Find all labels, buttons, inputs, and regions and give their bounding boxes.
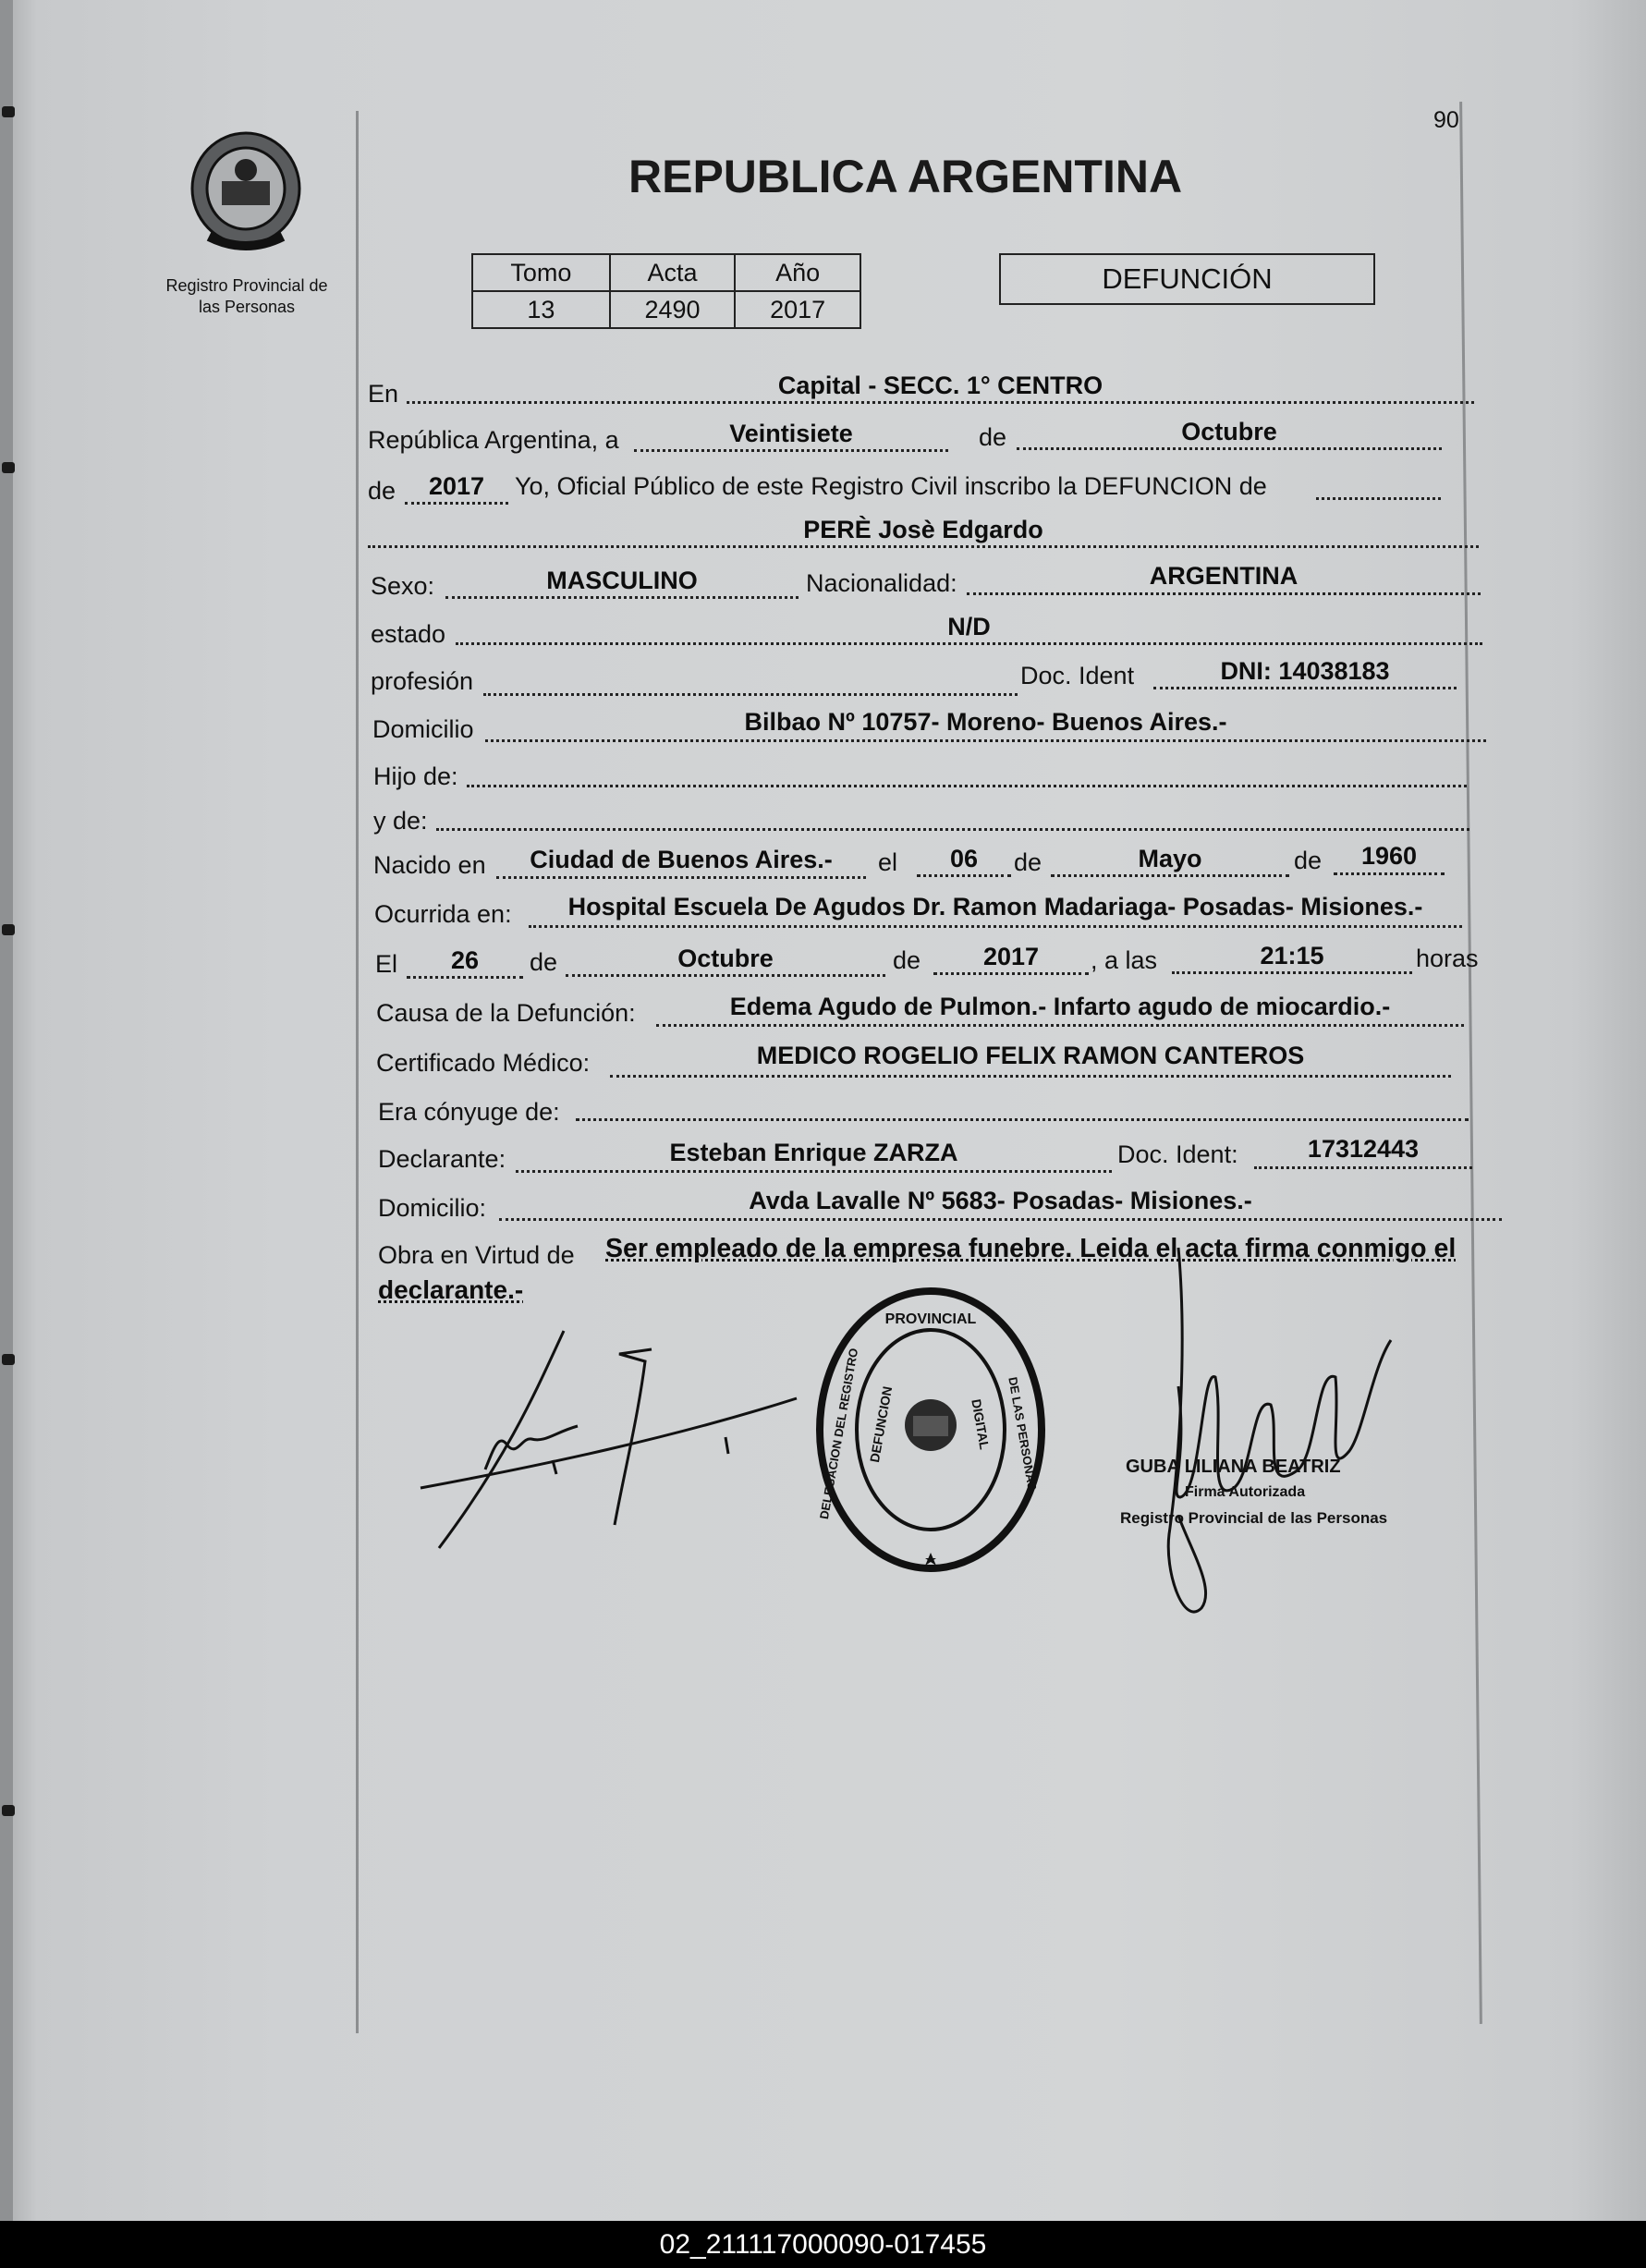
acta-header: Acta	[610, 254, 736, 291]
dotted-line	[917, 874, 1011, 877]
nac-anio-value: 1960	[1360, 842, 1418, 870]
de-label: de	[1294, 847, 1323, 874]
svg-text:DE LAS PERSONAS: DE LAS PERSONAS	[1006, 1375, 1040, 1492]
dotted-line	[1254, 1166, 1472, 1169]
hijo-label: Hijo de:	[373, 762, 458, 790]
de-label: de	[368, 477, 396, 505]
dotted-line	[405, 502, 508, 505]
dotted-line	[499, 1218, 1502, 1221]
dotted-line	[1316, 497, 1441, 500]
doc-value: DNI: 14038183	[1220, 657, 1390, 685]
republica-label: República Argentina, a	[368, 426, 619, 454]
dotted-line	[1051, 874, 1289, 877]
dotted-line	[1172, 971, 1412, 974]
causa-value: Edema Agudo de Pulmon.- Infarto agudo de miocardio.-	[729, 993, 1391, 1020]
dotted-line	[529, 925, 1462, 928]
provincial-seal-icon	[181, 126, 311, 255]
dotted-line	[967, 592, 1481, 595]
signer-office: Registro Provincial de las Personas	[1120, 1509, 1388, 1527]
dotted-line	[496, 876, 866, 879]
declarante-value: Esteban Enrique ZARZA	[669, 1139, 958, 1166]
registry-line2: las Personas	[198, 298, 296, 316]
de-label: de	[1014, 848, 1042, 876]
dotted-line	[436, 828, 1469, 831]
dotted-line	[456, 642, 1482, 645]
document-footer-id: 02_211117000090-017455	[0, 2221, 1646, 2268]
dotted-line	[1334, 872, 1445, 875]
nombre-value: PERÈ Josè Edgardo	[803, 516, 1043, 543]
domicilio2-label: Domicilio:	[378, 1194, 487, 1222]
dotted-line	[407, 401, 1474, 404]
binding-hole	[2, 1354, 15, 1365]
dotted-line	[485, 739, 1486, 742]
dia-letras-value: Veintisiete	[729, 420, 853, 447]
binding-hole	[2, 1805, 15, 1816]
ocurrida-label: Ocurrida en:	[374, 900, 512, 928]
de-label: de	[893, 946, 921, 974]
nacionalidad-label: Nacionalidad:	[806, 569, 957, 597]
causa-label: Causa de la Defunción:	[376, 999, 636, 1027]
el-label: El	[375, 950, 398, 978]
left-margin-line	[356, 111, 359, 2033]
cert-value: MEDICO ROGELIO FELIX RAMON CANTEROS	[756, 1042, 1305, 1069]
yde-label: y de:	[373, 807, 428, 835]
svg-text:DEFUNCION: DEFUNCION	[866, 1384, 896, 1464]
anio-value: 2017	[735, 291, 860, 328]
svg-text:DIGITAL: DIGITAL	[969, 1397, 993, 1451]
declarant-signature	[416, 1317, 804, 1557]
def-mes-value: Octubre	[677, 945, 774, 972]
de-label: de	[530, 948, 558, 976]
dotted-line	[445, 596, 799, 599]
profesion-label: profesión	[371, 667, 474, 695]
dotted-line	[610, 1075, 1451, 1078]
conyuge-label: Era cónyuge de:	[378, 1098, 560, 1126]
en-label: En	[368, 380, 399, 408]
domicilio2-value: Avda Lavalle Nº 5683- Posadas- Misiones.-	[749, 1187, 1252, 1214]
estado-label: estado	[371, 620, 446, 648]
nac-mes-value: Mayo	[1138, 845, 1202, 872]
svg-text:PROVINCIAL: PROVINCIAL	[884, 1311, 977, 1327]
dotted-line	[368, 545, 1479, 548]
signer-name: GUBA LILIANA BEATRIZ	[1126, 1457, 1341, 1477]
decl-doc-value: 17312443	[1307, 1135, 1420, 1163]
binding-hole	[2, 462, 15, 473]
registry-line1: Registro Provincial de	[165, 276, 328, 295]
dotted-line	[634, 449, 948, 452]
obra-line2-value: declarante.-	[378, 1275, 524, 1304]
estado-value: N/D	[947, 613, 991, 640]
page-title: REPUBLICA ARGENTINA	[628, 151, 1183, 202]
el-label: el	[878, 848, 898, 876]
dotted-line	[933, 972, 1089, 975]
def-dia-value: 26	[450, 946, 480, 974]
acta-value: 2490	[610, 291, 736, 328]
domicilio-value: Bilbao Nº 10757- Moreno- Buenos Aires.-	[744, 708, 1227, 736]
binding-hole	[2, 924, 15, 935]
page-number: 90	[1433, 107, 1459, 133]
oficial-text: Yo, Oficial Público de este Registro Civil inscribo la DEFUNCION de	[515, 472, 1267, 500]
dotted-line	[1153, 687, 1457, 689]
dotted-line	[483, 693, 1018, 696]
official-stamp	[813, 1286, 1049, 1582]
dotted-line	[516, 1170, 1112, 1173]
doc-label: Doc. Ident	[1020, 662, 1135, 689]
tomo-value: 13	[472, 291, 610, 328]
dotted-line	[1017, 447, 1442, 450]
dotted-line	[656, 1024, 1464, 1027]
dotted-line	[566, 974, 885, 977]
dotted-line	[407, 976, 523, 979]
record-table	[471, 253, 861, 329]
nac-dia-value: 06	[949, 845, 979, 872]
binding-hole	[2, 106, 15, 117]
mes-value: Octubre	[1181, 418, 1277, 445]
dotted-line	[467, 785, 1467, 787]
de-label: de	[979, 423, 1007, 451]
nacido-en-value: Ciudad de Buenos Aires.-	[530, 846, 833, 873]
dotted-line	[576, 1118, 1469, 1121]
horas-label: horas	[1416, 945, 1479, 972]
alas-label: , a las	[1091, 946, 1158, 974]
obra-label: Obra en Virtud de	[378, 1241, 575, 1269]
ocurrida-value: Hospital Escuela De Agudos Dr. Ramon Madariaga- Posadas- Misiones.-	[567, 893, 1423, 921]
page-fold	[0, 0, 13, 2221]
sexo-value: MASCULINO	[546, 567, 698, 594]
anio-header: Año	[735, 254, 860, 291]
official-signature	[1114, 1238, 1409, 1627]
svg-text:DELEGACION DEL REGISTRO: DELEGACION DEL REGISTRO	[816, 1347, 861, 1520]
nacido-label: Nacido en	[373, 851, 486, 879]
anio-value: 2017	[428, 472, 485, 500]
def-anio-value: 2017	[982, 943, 1040, 970]
tomo-header: Tomo	[472, 254, 610, 291]
signer-role: Firma Autorizada	[1185, 1484, 1306, 1500]
record-type-box: DEFUNCIÓN	[999, 253, 1375, 305]
cert-label: Certificado Médico:	[376, 1049, 591, 1077]
def-hora-value: 21:15	[1260, 942, 1324, 969]
domicilio-label: Domicilio	[372, 715, 474, 743]
en-value: Capital - SECC. 1° CENTRO	[777, 372, 1103, 399]
sexo-label: Sexo:	[371, 572, 435, 600]
decl-doc-label: Doc. Ident:	[1117, 1140, 1238, 1168]
declarante-label: Declarante:	[378, 1145, 506, 1173]
nacionalidad-value: ARGENTINA	[1149, 562, 1299, 590]
obra-line1-value: Ser empleado de la empresa funebre. Leida el acta firma conmigo el	[605, 1234, 1457, 1263]
